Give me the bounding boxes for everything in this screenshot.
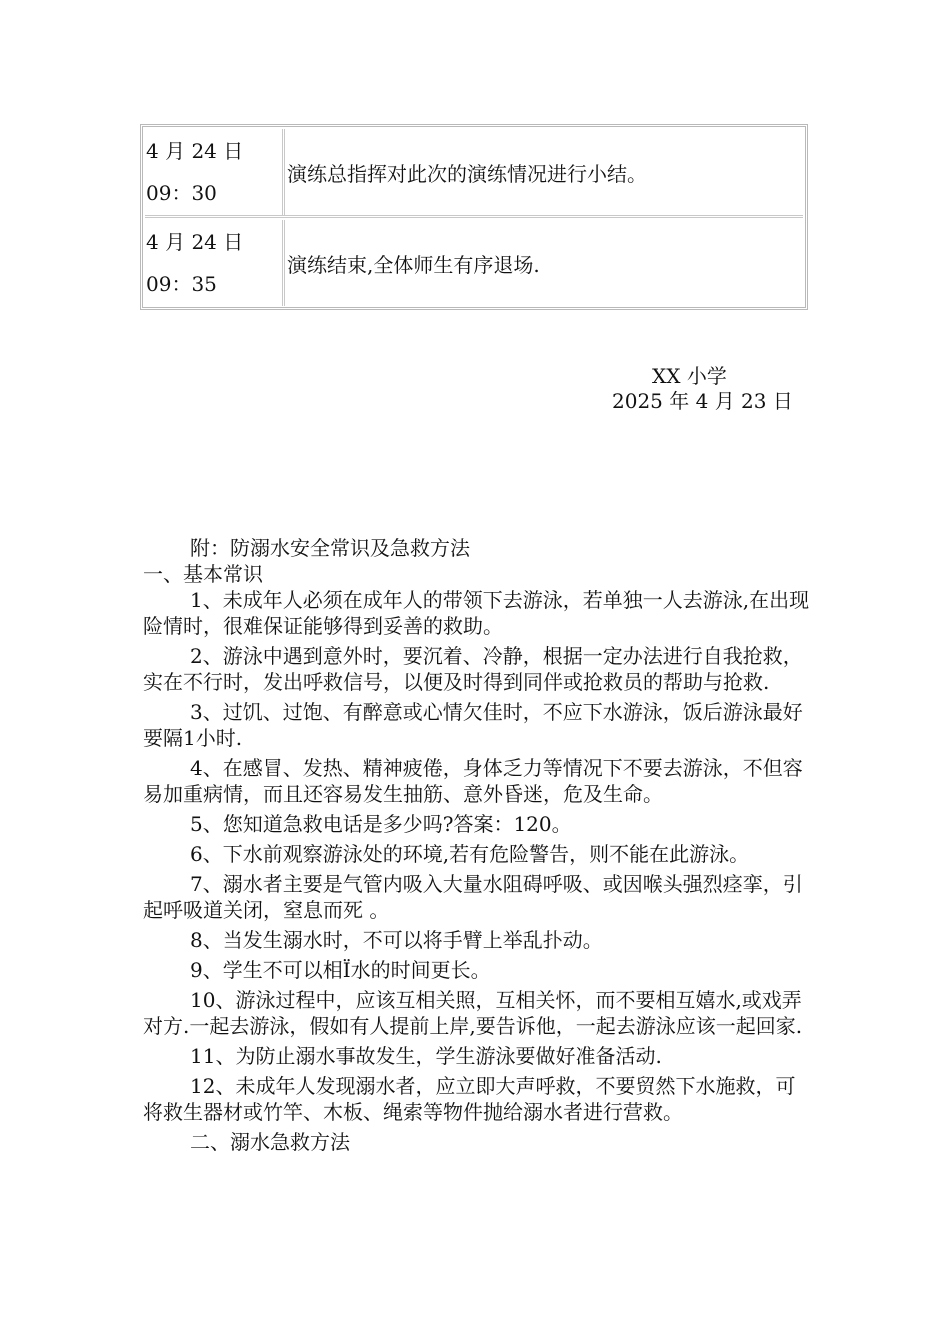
schedule-table xyxy=(140,124,808,310)
appendix-title: 附：防溺水安全常识及急救方法 xyxy=(190,536,470,560)
description-cell xyxy=(285,129,803,215)
list-item: 2、游泳中遇到意外时，要沉着、冷静，根据一定办法进行自我抢救，实在不行时，发出呼救信号，以便及时得到同伴或抢救员的帮助与抢救. xyxy=(143,644,803,694)
list-item: 10、游泳过程中，应该互相关照，互相关怀，而不要相互嬉水,或戏弄对方.一起去游泳，假如有人提前上岸,要告诉他，一起去游泳应该一起回家. xyxy=(143,988,803,1038)
time-cell xyxy=(145,129,285,215)
signature-date: 2025 年 4 月 23 日 xyxy=(612,389,793,413)
date-text: 4 月 24 日 xyxy=(146,230,244,254)
description-text: 演练结束,全体师生有序退场. xyxy=(287,252,540,277)
row-divider xyxy=(145,215,803,219)
list-item: 3、过饥、过饱、有醉意或心情欠佳时，不应下水游泳，饭后游泳最好要隔1小时. xyxy=(143,700,803,750)
list-item: 6、下水前观察游泳处的环境,若有危险警告，则不能在此游泳。 xyxy=(190,842,750,866)
description-cell xyxy=(285,220,803,306)
time-text: 09：30 xyxy=(146,181,217,205)
list-item: 9、学生不可以相Ï水的时间更长。 xyxy=(190,958,491,982)
list-item: 12、未成年人发现溺水者，应立即大声呼救，不要贸然下水施救，可将救生器材或竹竿、木板、绳索等物件抛给溺水者进行营救。 xyxy=(143,1074,796,1124)
description-text: 演练总指挥对此次的演练情况进行小结。 xyxy=(287,161,647,186)
section-heading: 二、溺水急救方法 xyxy=(190,1130,350,1154)
signature-school: XX 小学 xyxy=(652,364,727,388)
list-item: 4、在感冒、发热、精神疲倦，身体乏力等情况下不要去游泳，不但容易加重病情，而且还容易发生抽筋、意外昏迷，危及生命。 xyxy=(143,756,803,806)
time-cell xyxy=(145,220,285,306)
appendix-section xyxy=(143,535,811,1159)
time-text: 09：35 xyxy=(146,272,217,296)
section-heading: 一、基本常识 xyxy=(143,562,263,586)
list-item: 11、为防止溺水事故发生，学生游泳要做好准备活动. xyxy=(190,1044,662,1068)
list-item: 8、当发生溺水时，不可以将手臂上举乱扑动。 xyxy=(190,928,603,952)
table-row xyxy=(145,129,803,215)
list-item: 7、溺水者主要是气管内吸入大量水阻碍呼吸、或因喉头强烈痉挛，引起呼吸道关闭，窒息而死 。 xyxy=(143,872,803,922)
list-item: 5、您知道急救电话是多少吗?答案：120。 xyxy=(190,812,572,836)
date-text: 4 月 24 日 xyxy=(146,139,244,163)
table-row xyxy=(145,220,803,306)
list-item: 1、未成年人必须在成年人的带领下去游泳，若单独一人去游泳,在出现险情时，很难保证能够得到妥善的救助。 xyxy=(143,588,810,638)
